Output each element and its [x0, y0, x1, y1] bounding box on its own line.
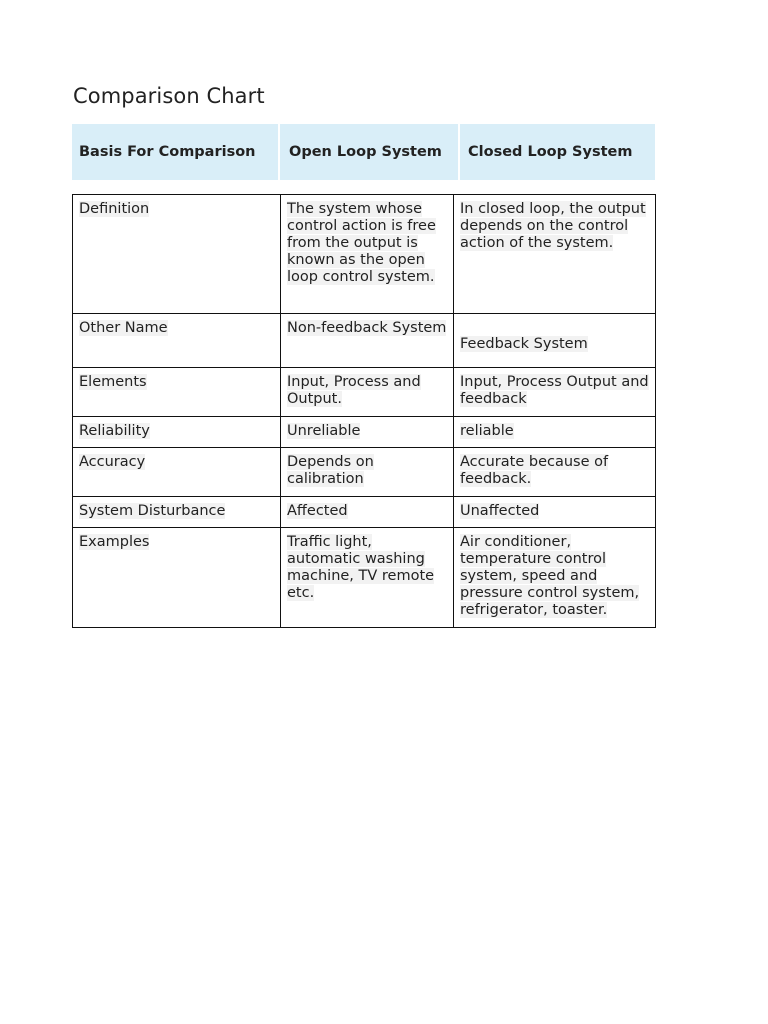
header-open-loop: Open Loop System — [278, 124, 458, 180]
table-row — [73, 195, 656, 314]
row-label-accuracy: Accuracy — [73, 448, 281, 497]
closed-loop-other-name: Feedback System — [454, 314, 656, 368]
table-row — [73, 528, 656, 628]
header-closed-loop: Closed Loop System — [458, 124, 655, 180]
row-label-elements: Elements — [73, 368, 281, 417]
comparison-header — [72, 124, 655, 180]
table-row — [73, 314, 656, 368]
row-label-examples: Examples — [73, 528, 281, 628]
row-label-system-disturbance: System Disturbance — [73, 497, 281, 528]
header-basis: Basis For Comparison — [79, 144, 256, 160]
open-loop-definition: The system whose control action is free from the output is known as the open loop control system. — [281, 195, 454, 314]
row-label-other-name: Other Name — [73, 314, 281, 368]
closed-loop-system-disturbance: Unaffected — [454, 497, 656, 528]
row-label-definition: Definition — [73, 195, 281, 314]
table-row — [73, 497, 656, 528]
table-row — [73, 448, 656, 497]
closed-loop-examples: Air conditioner, temperature control system, speed and pressure control system, refrigerator, toaster. — [454, 528, 656, 628]
page-title: Comparison Chart — [73, 84, 265, 108]
open-loop-reliability: Unreliable — [281, 417, 454, 448]
closed-loop-accuracy: Accurate because of feedback. — [454, 448, 656, 497]
open-loop-accuracy: Depends on calibration — [281, 448, 454, 497]
closed-loop-reliability: reliable — [454, 417, 656, 448]
open-loop-system-disturbance: Affected — [281, 497, 454, 528]
comparison-table — [72, 194, 656, 628]
closed-loop-definition: In closed loop, the output depends on the control action of the system. — [454, 195, 656, 314]
row-label-reliability: Reliability — [73, 417, 281, 448]
table-row — [73, 368, 656, 417]
table-row — [73, 417, 656, 448]
closed-loop-elements: Input, Process Output and feedback — [454, 368, 656, 417]
open-loop-other-name: Non-feedback System — [281, 314, 454, 368]
open-loop-examples: Traffic light, automatic washing machine, TV remote etc. — [281, 528, 454, 628]
open-loop-elements: Input, Process and Output. — [281, 368, 454, 417]
